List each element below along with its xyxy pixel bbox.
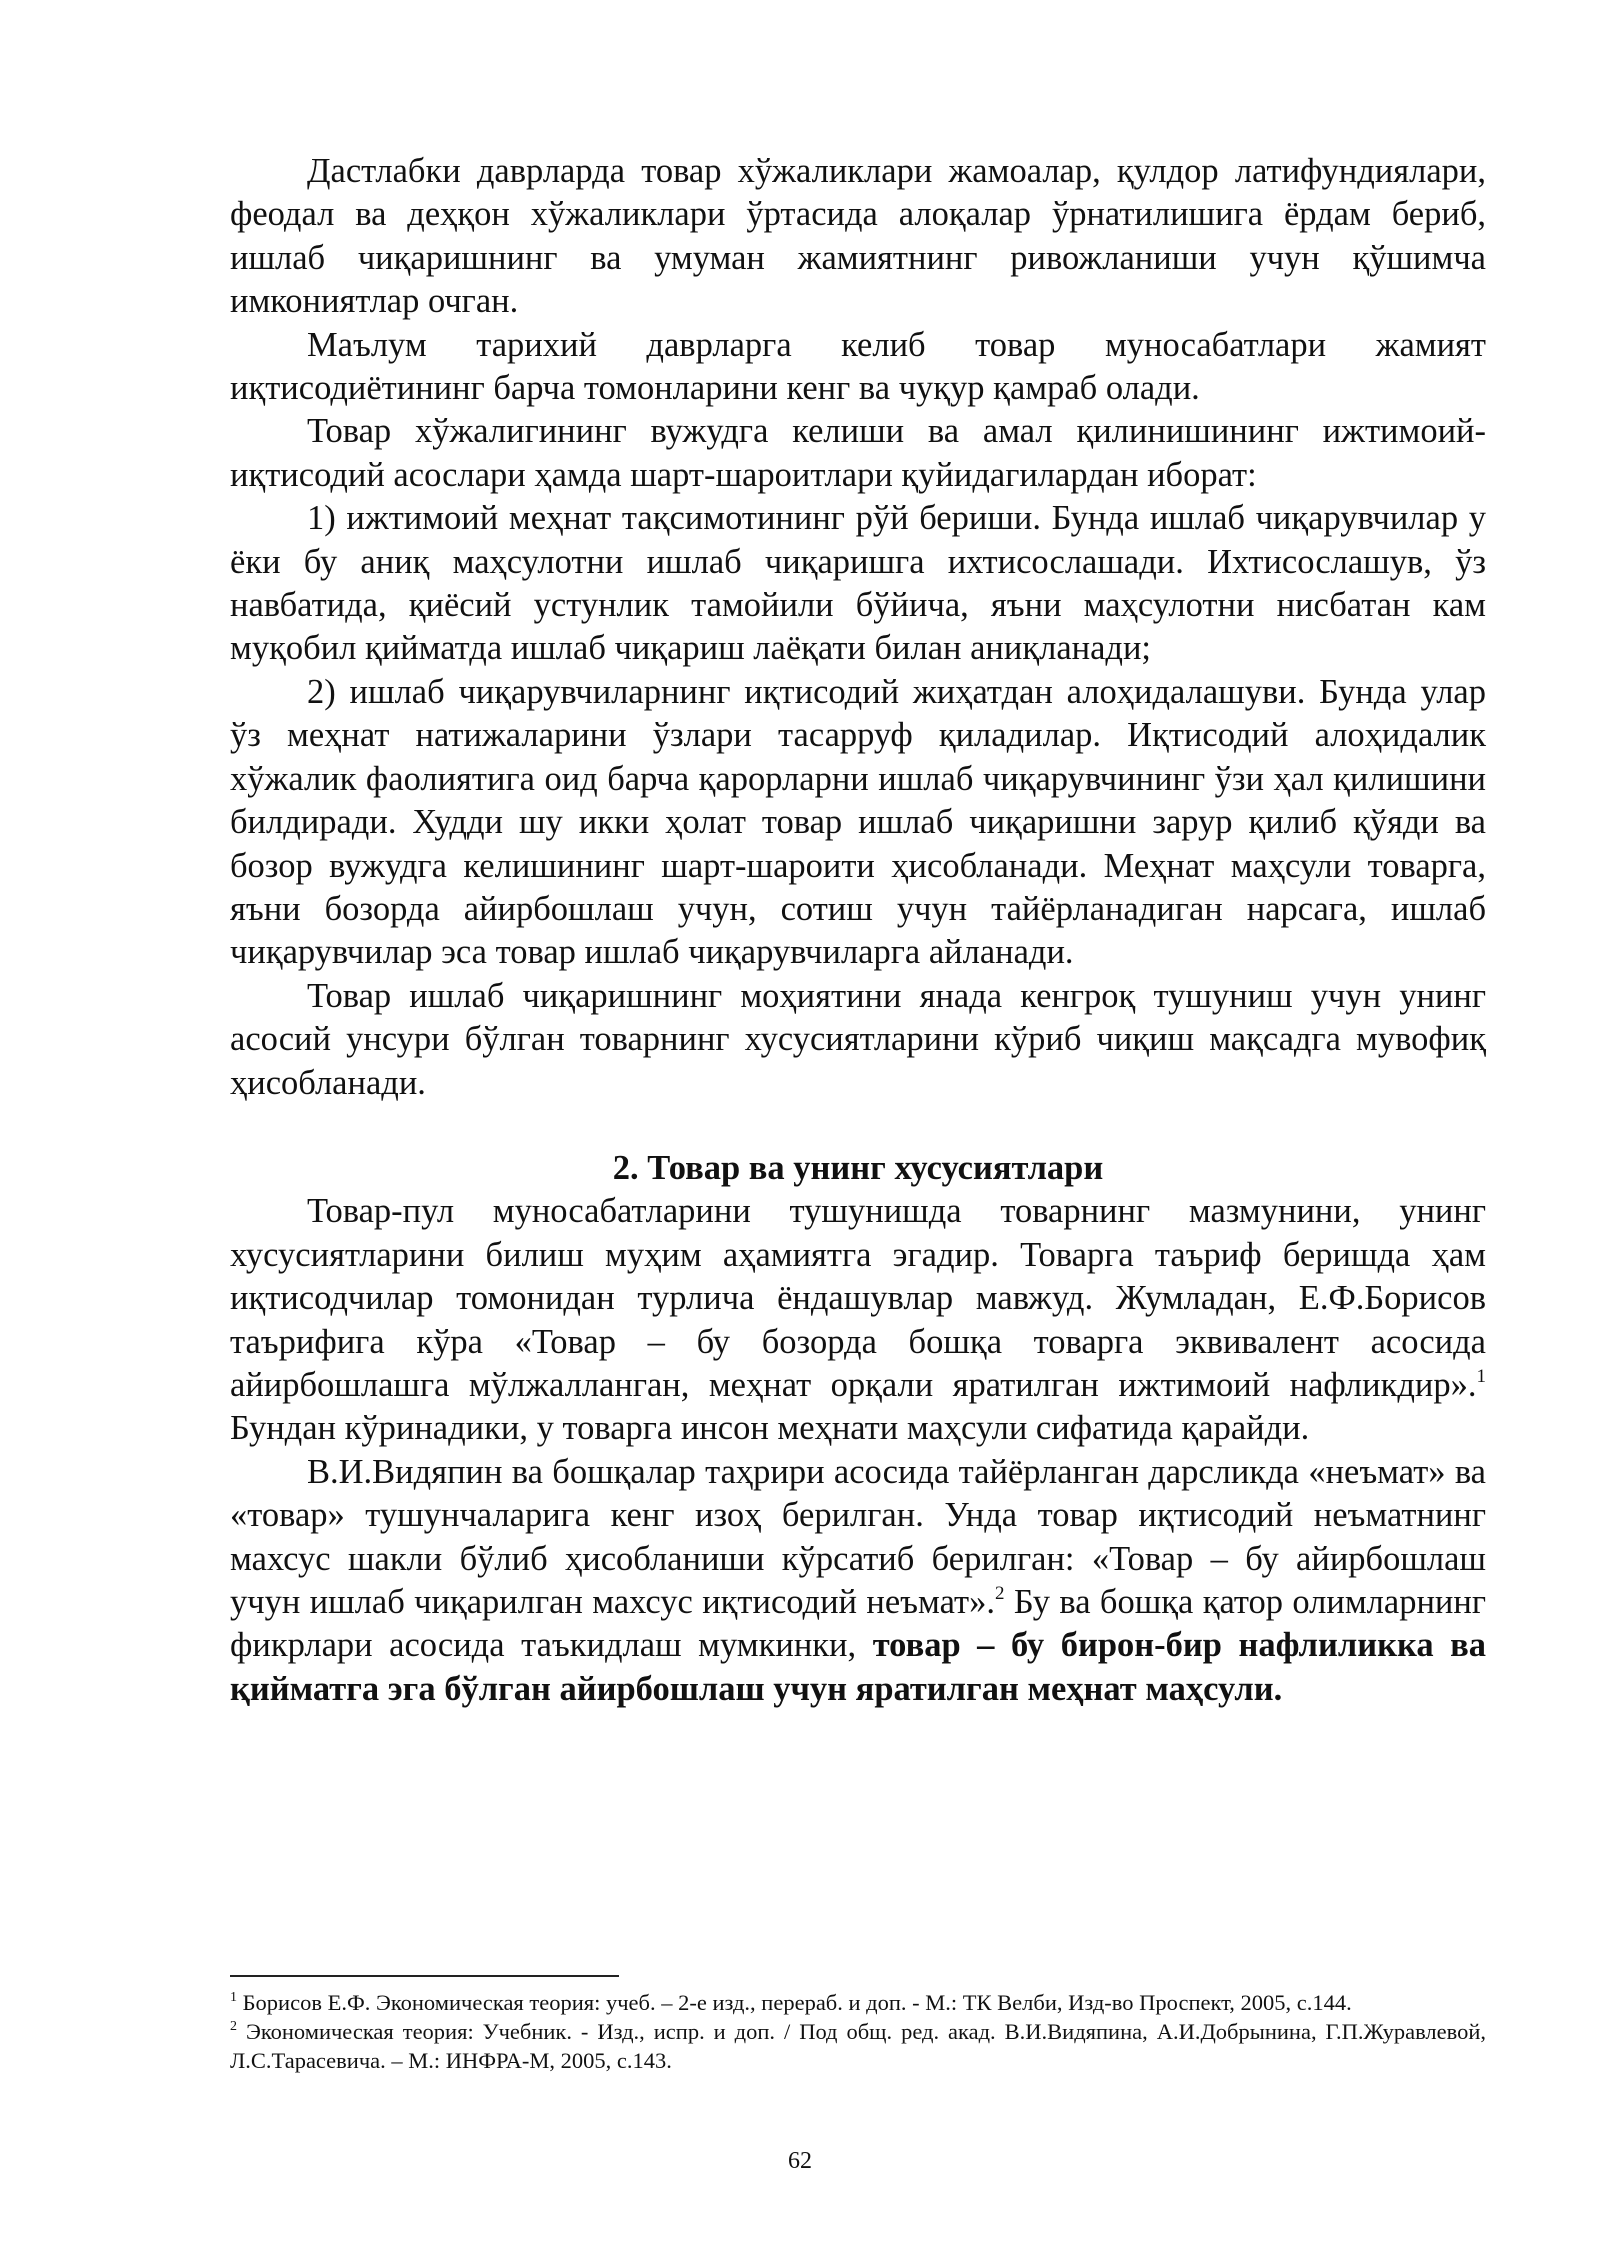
- paragraph-7: [230, 1190, 1486, 1450]
- footnote-2-number: 2: [230, 2019, 237, 2034]
- footnote-2: [230, 2017, 1486, 2075]
- paragraph-3: Товар хўжалигининг вужудга келиши ва амал қилинишининг ижтимоий-иқтисодий асослари ҳамда шарт-шароитлари қуйидагилардан иборат:: [230, 412, 1486, 494]
- paragraph-5: 2) ишлаб чиқарувчиларнинг иқтисодий жиҳатдан алоҳидалашуви. Бунда улар ўз меҳнат натижаларини ўзлари тасарруф қиладилар. Иқтисодий алоҳидалик хўжалик фаолиятига оид барча қарорларни ишлаб чиқарувчининг ўзи ҳал қилишини билдиради. Худди шу икки ҳолат товар ишлаб чиқаришни зарур қилиб қўяди ва бозор вужудга келишининг шарт-шароити ҳисобланади. Меҳнат маҳсули товарга, яъни бозорда айирбошлаш учун, сотиш учун тайёрланадиган нарсага, ишлаб чиқарувчилар эса товар ишлаб чиқарувчиларга айланади.: [230, 672, 1486, 972]
- paragraph-7-text-a: Товар-пул муносабатларини тушунишда товарнинг мазмунини, унинг хусусиятларини билиш муҳим аҳамиятга эгадир. Товарга таъриф беришда ҳам иқтисодчилар томонидан турлича ёндашувлар мавжуд. Жумладан, Е.Ф.Борисов таърифига кўра «Товар – бу бозорда бошқа товарга эквивалент асосида айирбошлашга мўлжалланган, меҳнат орқали яратилган ижтимоий нафликдир».: [230, 1192, 1486, 1404]
- paragraph-6: Товар ишлаб чиқаришнинг моҳиятини янада кенгроқ тушуниш учун унинг асосий унсури бўлган товарнинг хусусиятларини кўриб чиқиш мақсадга мувофиқ ҳисобланади.: [230, 976, 1486, 1102]
- footnote-1: [230, 1988, 1486, 2017]
- paragraph-8-text-b: Бу ва бошқа қатор олимларнинг фикрлари асосида таъкидлаш мумкинки,: [230, 1583, 1486, 1665]
- paragraph-8: [230, 1451, 1486, 1711]
- footnote-1-text: Борисов Е.Ф. Экономическая теория: учеб. – 2-е изд., перераб. и доп. - М.: ТК Велби, Изд-во Проспект, 2005, с.144.: [237, 1990, 1352, 2015]
- footnote-ref-2: 2: [994, 1583, 1005, 1604]
- section-heading: 2. Товар ва унинг хусусиятлари: [612, 1148, 1104, 1187]
- paragraph-7-text-b: Бундан кўринадики, у товарга инсон меҳнати маҳсули сифатида қарайди.: [230, 1409, 1310, 1448]
- footnote-2-text: Экономическая теория: Учебник. - Изд., испр. и доп. / Под общ. ред. акад. В.И.Видяпина, А.И.Добрынина, Г.П.Журавлевой, Л.С.Тарасевича. – М.: ИНФРА-М, 2005, с.143.: [230, 2019, 1486, 2073]
- footnote-ref-1: 1: [1476, 1365, 1486, 1387]
- paragraph-1: Дастлабки даврларда товар хўжаликлари жамоалар, қулдор латифундиялари, феодал ва деҳқон хўжаликлари ўртасида алоқалар ўрнатилишига ёрдам бериб, ишлаб чиқаришнинг ва умуман жамиятнинг ривожланиши учун қўшимча имкониятлар очган.: [230, 152, 1486, 321]
- page-number: 62: [788, 2148, 812, 2174]
- paragraph-4: 1) ижтимоий меҳнат тақсимотининг рўй бериши. Бунда ишлаб чиқарувчилар у ёки бу аниқ маҳсулотни ишлаб чиқаришга ихтисослашади. Ихтисослашув, ўз навбатида, қиёсий устунлик тамойили бўйича, яъни маҳсулотни нисбатан кам муқобил қийматда ишлаб чиқариш лаёқати билан аниқланади;: [230, 499, 1486, 668]
- footnotes: [230, 1988, 1486, 2075]
- footnote-1-number: 1: [230, 1990, 237, 2005]
- footnote-separator: [230, 1975, 619, 1977]
- paragraph-2: Маълум тарихий даврларга келиб товар муносабатлари жамият иқтисодиётининг барча томонларини кенг ва чуқур қамраб олади.: [230, 325, 1486, 408]
- commodity-definition: товар – бу бирон-бир нафлиликка ва қийматга эга бўлган айирбошлаш учун яратилган меҳнат маҳсули.: [230, 1626, 1487, 1708]
- paragraph-8-text-a: В.И.Видяпин ва бошқалар таҳрири асосида тайёрланган дарсликда «неъмат» ва «товар» тушунчаларига кенг изоҳ берилган. Унда товар иқтисодий неъматнинг махсус шакли бўлиб ҳисобланиши кўрсатиб берилган: «Товар – бу айирбошлаш учун ишлаб чиқарилган махсус иқтисодий неъмат».: [230, 1452, 1486, 1621]
- page-body: [230, 150, 1486, 1711]
